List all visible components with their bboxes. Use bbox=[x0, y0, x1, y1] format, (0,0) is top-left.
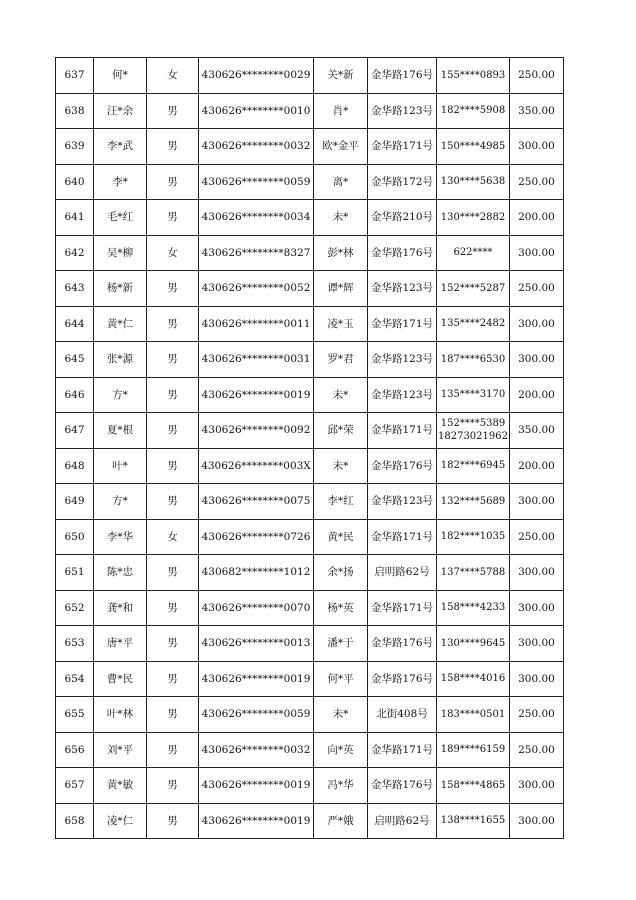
phone-cell bbox=[437, 768, 510, 804]
table-row bbox=[56, 58, 564, 94]
phone-number: 138****1655 bbox=[440, 815, 506, 827]
row-number-cell: 640 bbox=[56, 164, 94, 200]
amount-cell: 200.00 bbox=[510, 200, 564, 236]
student-name-cell: 李* bbox=[94, 164, 147, 200]
gender-cell: 男 bbox=[147, 413, 199, 449]
table-row bbox=[56, 164, 564, 200]
gender-cell: 女 bbox=[147, 58, 199, 94]
guardian-name-cell: 凌*玉 bbox=[314, 306, 368, 342]
guardian-name-cell: 冯*华 bbox=[314, 768, 368, 804]
amount-cell: 200.00 bbox=[510, 448, 564, 484]
student-name-cell: 夏*根 bbox=[94, 413, 147, 449]
phone-number: 135****3170 bbox=[440, 389, 506, 401]
gender-cell: 男 bbox=[147, 732, 199, 768]
guardian-name-cell: 杨*英 bbox=[314, 590, 368, 626]
phone-cell bbox=[437, 235, 510, 271]
student-name-cell: 方* bbox=[94, 377, 147, 413]
phone-number: 152****5389 bbox=[440, 418, 506, 430]
address-cell: 金华路176号 bbox=[368, 58, 437, 94]
id-number-cell: 430626********0019 bbox=[199, 661, 314, 697]
phone-number: 622**** bbox=[453, 247, 493, 259]
table-row bbox=[56, 484, 564, 520]
table-row bbox=[56, 555, 564, 591]
table-row bbox=[56, 129, 564, 165]
phone-cell bbox=[437, 732, 510, 768]
address-cell: 金华路123号 bbox=[368, 377, 437, 413]
phone-cell bbox=[437, 661, 510, 697]
address-cell: 金华路123号 bbox=[368, 271, 437, 307]
address-cell: 金华路171号 bbox=[368, 590, 437, 626]
phone-cell bbox=[437, 377, 510, 413]
row-number-cell: 643 bbox=[56, 271, 94, 307]
roster-body bbox=[56, 58, 564, 839]
guardian-name-cell: 李*红 bbox=[314, 484, 368, 520]
table-row bbox=[56, 661, 564, 697]
gender-cell: 男 bbox=[147, 768, 199, 804]
gender-cell: 男 bbox=[147, 484, 199, 520]
guardian-name-cell: 向*英 bbox=[314, 732, 368, 768]
gender-cell: 男 bbox=[147, 129, 199, 165]
row-number-cell: 638 bbox=[56, 93, 94, 129]
phone-number: 158****4233 bbox=[440, 602, 506, 614]
student-name-cell: 汪*余 bbox=[94, 93, 147, 129]
id-number-cell: 430626********0031 bbox=[199, 342, 314, 378]
phone-cell bbox=[437, 342, 510, 378]
phone-number: 158****4865 bbox=[440, 779, 506, 791]
phone-number: 150****4985 bbox=[440, 140, 506, 152]
guardian-name-cell: 黄*民 bbox=[314, 519, 368, 555]
gender-cell: 男 bbox=[147, 164, 199, 200]
guardian-name-cell: 严*娥 bbox=[314, 803, 368, 839]
guardian-name-cell: 未* bbox=[314, 697, 368, 733]
phone-cell bbox=[437, 58, 510, 94]
table-row bbox=[56, 590, 564, 626]
amount-cell: 300.00 bbox=[510, 590, 564, 626]
student-name-cell: 叶* bbox=[94, 448, 147, 484]
table-row bbox=[56, 626, 564, 662]
row-number-cell: 642 bbox=[56, 235, 94, 271]
phone-number: 130****5638 bbox=[440, 176, 506, 188]
student-name-cell: 李*武 bbox=[94, 129, 147, 165]
amount-cell: 300.00 bbox=[510, 306, 564, 342]
id-number-cell: 430626********0059 bbox=[199, 164, 314, 200]
id-number-cell: 430626********0019 bbox=[199, 768, 314, 804]
amount-cell: 350.00 bbox=[510, 413, 564, 449]
guardian-name-cell: 余*扬 bbox=[314, 555, 368, 591]
phone-number: 18273021962 bbox=[438, 431, 508, 443]
row-number-cell: 657 bbox=[56, 768, 94, 804]
address-cell: 金华路210号 bbox=[368, 200, 437, 236]
gender-cell: 男 bbox=[147, 200, 199, 236]
gender-cell: 男 bbox=[147, 306, 199, 342]
table-row bbox=[56, 306, 564, 342]
amount-cell: 250.00 bbox=[510, 697, 564, 733]
row-number-cell: 654 bbox=[56, 661, 94, 697]
address-cell: 金华路172号 bbox=[368, 164, 437, 200]
phone-cell bbox=[437, 803, 510, 839]
amount-cell: 350.00 bbox=[510, 93, 564, 129]
gender-cell: 男 bbox=[147, 555, 199, 591]
phone-number: 130****9645 bbox=[440, 637, 506, 649]
phone-number: 155****0893 bbox=[440, 69, 506, 81]
phone-number: 182****1035 bbox=[440, 531, 506, 543]
student-name-cell: 李*华 bbox=[94, 519, 147, 555]
row-number-cell: 637 bbox=[56, 58, 94, 94]
row-number-cell: 656 bbox=[56, 732, 94, 768]
address-cell: 启明路62号 bbox=[368, 555, 437, 591]
amount-cell: 300.00 bbox=[510, 661, 564, 697]
address-cell: 金华路171号 bbox=[368, 129, 437, 165]
gender-cell: 男 bbox=[147, 342, 199, 378]
phone-number: 182****5908 bbox=[440, 105, 506, 117]
gender-cell: 女 bbox=[147, 519, 199, 555]
student-name-cell: 陈*忠 bbox=[94, 555, 147, 591]
table-row bbox=[56, 697, 564, 733]
guardian-name-cell: 彭*林 bbox=[314, 235, 368, 271]
phone-number: 183****0501 bbox=[440, 708, 506, 720]
phone-cell bbox=[437, 271, 510, 307]
id-number-cell: 430626********0032 bbox=[199, 732, 314, 768]
amount-cell: 250.00 bbox=[510, 164, 564, 200]
guardian-name-cell: 肖* bbox=[314, 93, 368, 129]
row-number-cell: 652 bbox=[56, 590, 94, 626]
roster-table bbox=[55, 57, 564, 839]
phone-cell bbox=[437, 555, 510, 591]
id-number-cell: 430626********0010 bbox=[199, 93, 314, 129]
table-row bbox=[56, 448, 564, 484]
phone-cell bbox=[437, 590, 510, 626]
table-row bbox=[56, 413, 564, 449]
amount-cell: 300.00 bbox=[510, 555, 564, 591]
address-cell: 金华路176号 bbox=[368, 768, 437, 804]
phone-cell bbox=[437, 164, 510, 200]
guardian-name-cell: 何*平 bbox=[314, 661, 368, 697]
guardian-name-cell: 邱*荣 bbox=[314, 413, 368, 449]
phone-cell bbox=[437, 519, 510, 555]
student-name-cell: 毛*红 bbox=[94, 200, 147, 236]
gender-cell: 男 bbox=[147, 271, 199, 307]
row-number-cell: 649 bbox=[56, 484, 94, 520]
address-cell: 金华路176号 bbox=[368, 235, 437, 271]
phone-number: 189****6159 bbox=[440, 744, 506, 756]
phone-number: 137****5788 bbox=[440, 566, 506, 578]
phone-number: 130****2882 bbox=[440, 211, 506, 223]
phone-number: 182****6945 bbox=[440, 460, 506, 472]
id-number-cell: 430682********1012 bbox=[199, 555, 314, 591]
gender-cell: 男 bbox=[147, 590, 199, 626]
phone-cell bbox=[437, 413, 510, 449]
id-number-cell: 430626********0013 bbox=[199, 626, 314, 662]
guardian-name-cell: 离* bbox=[314, 164, 368, 200]
phone-cell bbox=[437, 306, 510, 342]
address-cell: 金华路176号 bbox=[368, 448, 437, 484]
gender-cell: 男 bbox=[147, 697, 199, 733]
gender-cell: 男 bbox=[147, 661, 199, 697]
gender-cell: 男 bbox=[147, 448, 199, 484]
id-number-cell: 430626********003X bbox=[199, 448, 314, 484]
table-row bbox=[56, 732, 564, 768]
gender-cell: 男 bbox=[147, 377, 199, 413]
address-cell: 金华路171号 bbox=[368, 413, 437, 449]
amount-cell: 300.00 bbox=[510, 803, 564, 839]
gender-cell: 女 bbox=[147, 235, 199, 271]
row-number-cell: 639 bbox=[56, 129, 94, 165]
student-name-cell: 张*源 bbox=[94, 342, 147, 378]
phone-cell bbox=[437, 484, 510, 520]
amount-cell: 250.00 bbox=[510, 519, 564, 555]
id-number-cell: 430626********0019 bbox=[199, 803, 314, 839]
guardian-name-cell: 欧*金平 bbox=[314, 129, 368, 165]
amount-cell: 250.00 bbox=[510, 58, 564, 94]
guardian-name-cell: 关*新 bbox=[314, 58, 368, 94]
table-row bbox=[56, 342, 564, 378]
student-name-cell: 杨*新 bbox=[94, 271, 147, 307]
table-row bbox=[56, 768, 564, 804]
row-number-cell: 641 bbox=[56, 200, 94, 236]
student-name-cell: 黄*敏 bbox=[94, 768, 147, 804]
phone-cell bbox=[437, 129, 510, 165]
gender-cell: 男 bbox=[147, 803, 199, 839]
student-name-cell: 黄*仁 bbox=[94, 306, 147, 342]
table-row bbox=[56, 519, 564, 555]
phone-cell bbox=[437, 448, 510, 484]
phone-cell bbox=[437, 697, 510, 733]
student-name-cell: 何* bbox=[94, 58, 147, 94]
student-name-cell: 方* bbox=[94, 484, 147, 520]
table-row bbox=[56, 377, 564, 413]
address-cell: 金华路171号 bbox=[368, 519, 437, 555]
guardian-name-cell: 潘*于 bbox=[314, 626, 368, 662]
amount-cell: 250.00 bbox=[510, 732, 564, 768]
id-number-cell: 430626********0034 bbox=[199, 200, 314, 236]
id-number-cell: 430626********0011 bbox=[199, 306, 314, 342]
amount-cell: 250.00 bbox=[510, 271, 564, 307]
row-number-cell: 646 bbox=[56, 377, 94, 413]
phone-number: 152****5287 bbox=[440, 282, 506, 294]
student-name-cell: 曹*民 bbox=[94, 661, 147, 697]
address-cell: 金华路176号 bbox=[368, 626, 437, 662]
student-name-cell: 凌*仁 bbox=[94, 803, 147, 839]
id-number-cell: 430626********0052 bbox=[199, 271, 314, 307]
id-number-cell: 430626********0059 bbox=[199, 697, 314, 733]
address-cell: 金华路171号 bbox=[368, 306, 437, 342]
address-cell: 金华路123号 bbox=[368, 93, 437, 129]
table-row bbox=[56, 271, 564, 307]
id-number-cell: 430626********8327 bbox=[199, 235, 314, 271]
address-cell: 北街408号 bbox=[368, 697, 437, 733]
id-number-cell: 430626********0032 bbox=[199, 129, 314, 165]
phone-number: 187****6530 bbox=[440, 353, 506, 365]
amount-cell: 300.00 bbox=[510, 342, 564, 378]
row-number-cell: 645 bbox=[56, 342, 94, 378]
guardian-name-cell: 未* bbox=[314, 377, 368, 413]
row-number-cell: 650 bbox=[56, 519, 94, 555]
row-number-cell: 648 bbox=[56, 448, 94, 484]
gender-cell: 男 bbox=[147, 93, 199, 129]
address-cell: 金华路176号 bbox=[368, 661, 437, 697]
guardian-name-cell: 未* bbox=[314, 200, 368, 236]
amount-cell: 200.00 bbox=[510, 377, 564, 413]
row-number-cell: 653 bbox=[56, 626, 94, 662]
id-number-cell: 430626********0070 bbox=[199, 590, 314, 626]
amount-cell: 300.00 bbox=[510, 129, 564, 165]
student-name-cell: 叶*林 bbox=[94, 697, 147, 733]
id-number-cell: 430626********0075 bbox=[199, 484, 314, 520]
phone-number: 132****5689 bbox=[440, 495, 506, 507]
address-cell: 金华路123号 bbox=[368, 342, 437, 378]
student-name-cell: 唐*平 bbox=[94, 626, 147, 662]
row-number-cell: 658 bbox=[56, 803, 94, 839]
table-row bbox=[56, 93, 564, 129]
guardian-name-cell: 罗*君 bbox=[314, 342, 368, 378]
address-cell: 启明路62号 bbox=[368, 803, 437, 839]
phone-number: 158****4016 bbox=[440, 673, 506, 685]
id-number-cell: 430626********0019 bbox=[199, 377, 314, 413]
phone-number: 135****2482 bbox=[440, 318, 506, 330]
id-number-cell: 430626********0029 bbox=[199, 58, 314, 94]
student-name-cell: 龚*和 bbox=[94, 590, 147, 626]
gender-cell: 男 bbox=[147, 626, 199, 662]
phone-cell bbox=[437, 626, 510, 662]
student-name-cell: 刘*平 bbox=[94, 732, 147, 768]
amount-cell: 300.00 bbox=[510, 235, 564, 271]
amount-cell: 300.00 bbox=[510, 768, 564, 804]
amount-cell: 300.00 bbox=[510, 484, 564, 520]
row-number-cell: 644 bbox=[56, 306, 94, 342]
table-row bbox=[56, 235, 564, 271]
table-row bbox=[56, 200, 564, 236]
guardian-name-cell: 未* bbox=[314, 448, 368, 484]
id-number-cell: 430626********0726 bbox=[199, 519, 314, 555]
student-name-cell: 吴*柳 bbox=[94, 235, 147, 271]
phone-cell bbox=[437, 93, 510, 129]
row-number-cell: 647 bbox=[56, 413, 94, 449]
table-row bbox=[56, 803, 564, 839]
address-cell: 金华路123号 bbox=[368, 484, 437, 520]
guardian-name-cell: 谭*辉 bbox=[314, 271, 368, 307]
row-number-cell: 655 bbox=[56, 697, 94, 733]
address-cell: 金华路171号 bbox=[368, 732, 437, 768]
phone-cell bbox=[437, 200, 510, 236]
id-number-cell: 430626********0092 bbox=[199, 413, 314, 449]
amount-cell: 300.00 bbox=[510, 626, 564, 662]
row-number-cell: 651 bbox=[56, 555, 94, 591]
